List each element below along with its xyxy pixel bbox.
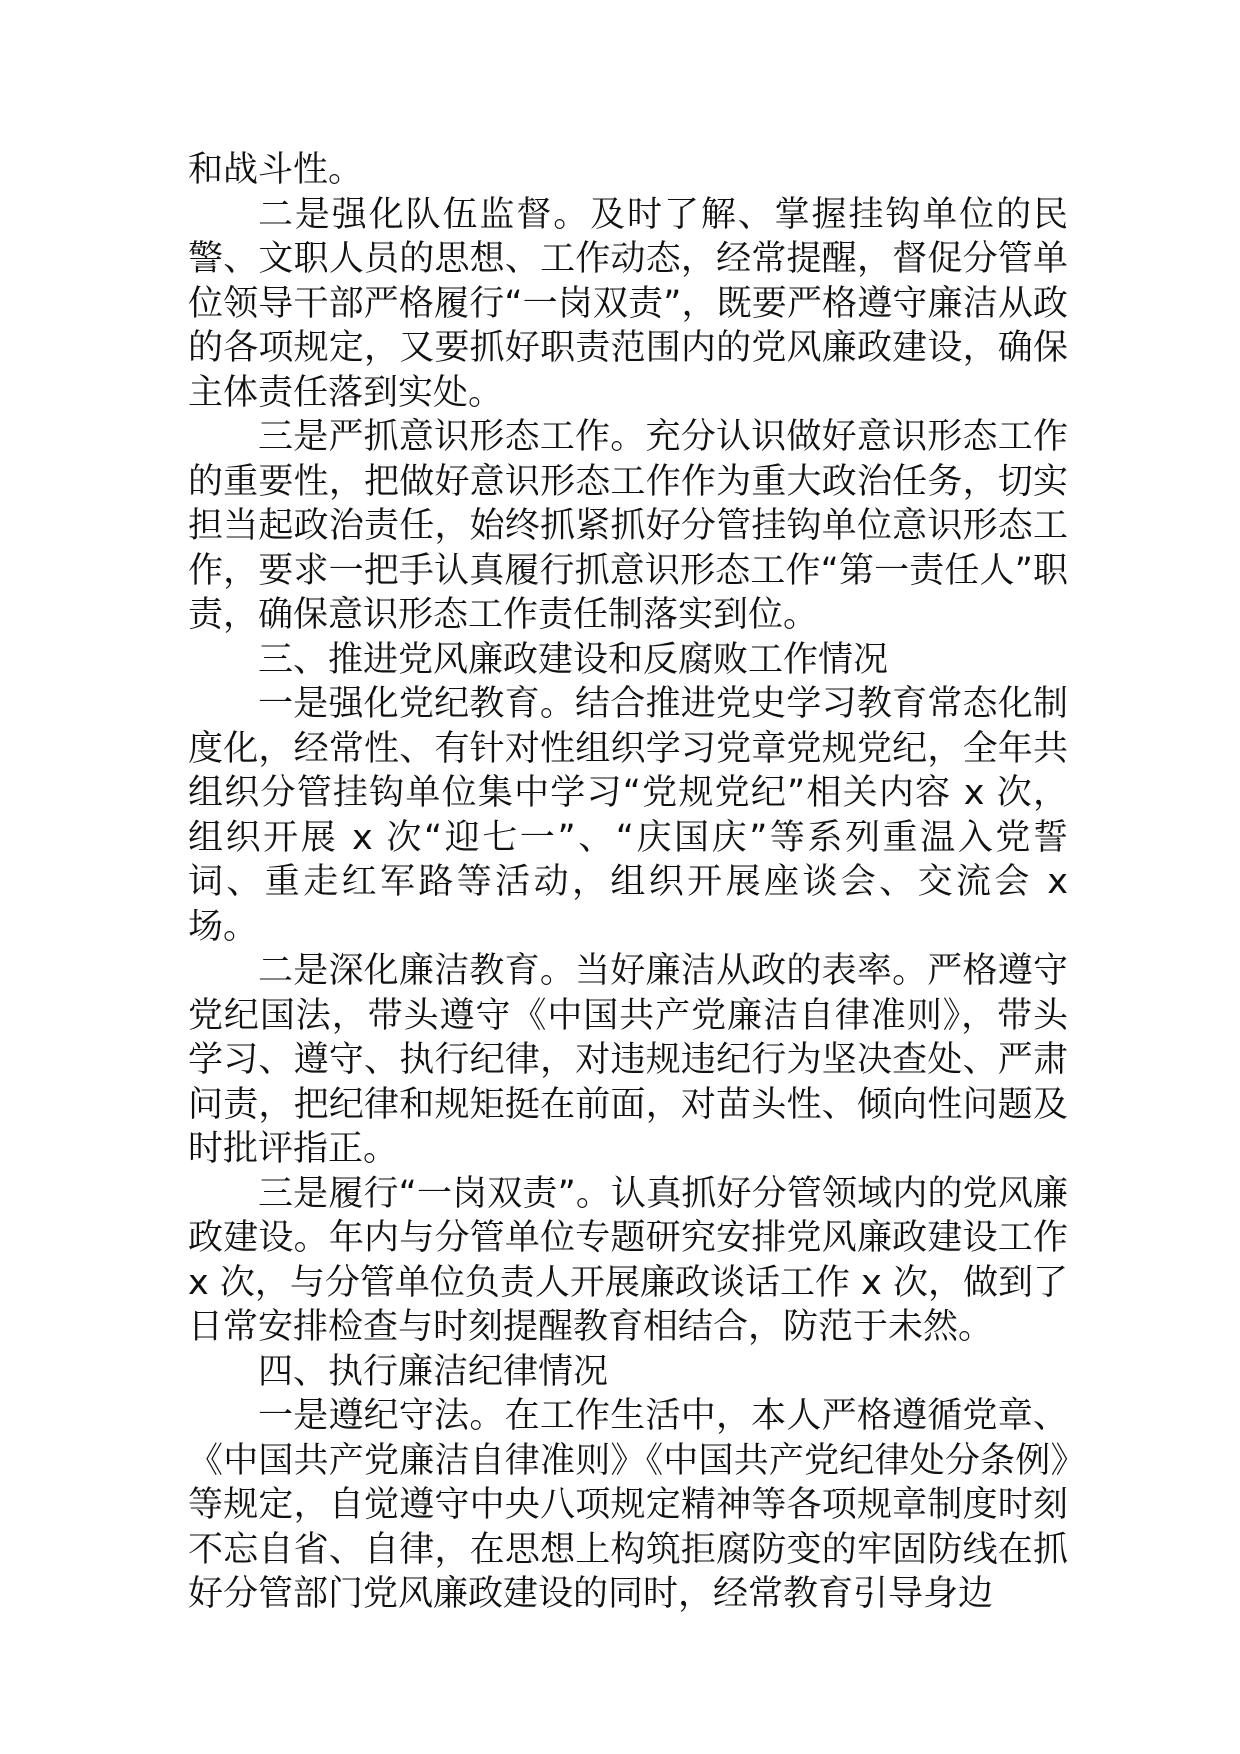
section-heading-integrity-discipline: 四、执行廉洁纪律情况: [258, 1351, 609, 1392]
paragraph-dual-responsibility: 三是履行“一岗双责”。认真抓好分管领域内的党风廉政建设。年内与分管单位专题研究安排党风廉政建设工作 x 次，与分管单位负责人开展廉政谈话工作 x 次，做到了日常安排检查与时刻提醒教育相结合，防范于未然。: [188, 1173, 1068, 1347]
paragraph-party-discipline-education: 一是强化党纪教育。结合推进党史学习教育常态化制度化，经常性、有针对性组织学习党章党规党纪，全年共组织分管挂钩单位集中学习“党规党纪”相关内容 x 次，组织开展 x 次“迎七一”、“庆国庆”等系列重温入党誓词、重走红军路等活动，组织开展座谈会、交流会 x 场。: [188, 684, 1068, 947]
paragraph-ideology-work: 三是严抓意识形态工作。充分认识做好意识形态工作的重要性，把做好意识形态工作作为重大政治任务，切实担当起政治责任，始终抓紧抓好分管挂钩单位意识形态工作，要求一把手认真履行抓意识形态工作“第一责任人”职责，确保意识形态工作责任制落实到位。: [188, 417, 1068, 635]
paragraph-integrity-education: 二是深化廉洁教育。当好廉洁从政的表率。严格遵守党纪国法，带头遵守《中国共产党廉洁自律准则》，带头学习、遵守、执行纪律，对违规违纪行为坚决查处、严肃问责，把纪律和规矩挺在前面，对苗头性、倾向性问题及时批评指正。: [188, 951, 1068, 1169]
paragraph-team-supervision: 二是强化队伍监督。及时了解、掌握挂钩单位的民警、文职人员的思想、工作动态，经常提醒，督促分管单位领导干部严格履行“一岗双责”，既要严格遵守廉洁从政的各项规定，又要抓好职责范围内的党风廉政建设，确保主体责任落到实处。: [188, 194, 1068, 413]
paragraph-continuation: 和战斗性。: [188, 150, 364, 190]
section-heading-anticorruption: 三、推进党风廉政建设和反腐败工作情况: [258, 639, 889, 680]
document-body: [188, 148, 1068, 1617]
paragraph-law-abiding: 一是遵纪守法。在工作生活中，本人严格遵循党章、《中国共产党廉洁自律准则》《中国共产党纪律处分条例》等规定，自觉遵守中央八项规定精神等各项规章制度时刻不忘自省、自律，在思想上构筑拒腐防变的牢固防线在抓好分管部门党风廉政建设的同时，经常教育引导身边: [188, 1396, 1068, 1614]
